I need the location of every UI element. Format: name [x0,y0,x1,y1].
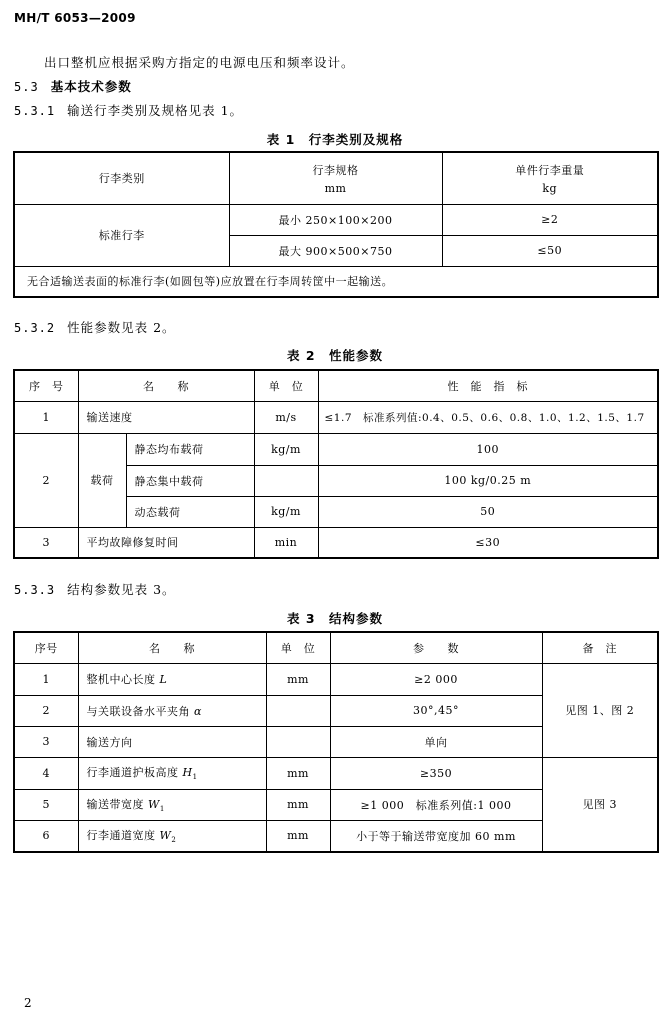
row-no: 1 [14,401,78,433]
row-no: 2 [14,695,78,726]
row-value: 30°,45° [330,695,542,726]
table-row [14,527,658,558]
row-unit [266,695,330,726]
row-unit: mm [266,663,330,695]
table-row [14,663,658,695]
row-value: 小于等于输送带宽度加 60 mm [330,820,542,852]
table-2-header-name: 名 称 [78,370,254,401]
row-value: ≤30 [318,527,658,558]
row-name [78,695,266,726]
section-number: 5.3.2 [14,321,56,335]
row-value: ≤1.7 标准系列值:0.4、0.5、0.6、0.8、1.0、1.2、1.5、1.7 [318,401,658,433]
table-row [14,433,658,465]
weight-label: 单件行李重量 [515,163,585,177]
row-value: 100 kg/0.25 m [318,465,658,496]
row-name [78,789,266,820]
row-subscript: 1 [159,805,165,814]
table-1 [13,151,659,298]
table-1-min-weight: ≥2 [442,204,658,235]
table-1-caption: 表 1 行李类别及规格 [266,132,404,147]
row-value: 50 [318,496,658,527]
table-1-max-weight: ≤50 [442,235,658,266]
row-name-text: 输送带宽度 [86,797,148,811]
row-name [78,726,266,757]
row-no: 2 [14,433,78,527]
row-no: 6 [14,820,78,852]
table-3-header-param: 参 数 [330,632,542,663]
section-5-3-1 [14,101,243,119]
table-1-max-spec: 最大 900×500×750 [229,235,442,266]
row-unit: min [254,527,318,558]
section-text: 结构参数见表 3。 [67,582,176,597]
row-name-text: 行李通道护板高度 [86,766,183,780]
section-5-3-2 [14,318,176,336]
row-unit: kg/m [254,496,318,527]
row-no: 3 [14,527,78,558]
table-3-header-no: 序号 [14,632,78,663]
row-value: ≥1 000 标准系列值:1 000 [330,789,542,820]
row-unit [254,465,318,496]
table-row [14,401,658,433]
section-text: 性能参数见表 2。 [67,320,176,335]
section-text: 输送行李类别及规格见表 1。 [67,103,244,118]
section-number: 5.3 [14,80,39,94]
row-name-text: 与关联设备水平夹角 [86,704,194,718]
table-3-remark-a: 见图 1、图 2 [542,663,658,757]
spec-unit: mm [324,181,347,195]
row-variable: W [159,829,172,843]
row-unit: mm [266,789,330,820]
table-1-header-weight [442,152,658,204]
row-variable: W [148,797,160,811]
row-name: 输送速度 [78,401,254,433]
table-1-category-cell: 标准行李 [14,204,229,266]
row-variable: H [182,766,193,780]
row-name [78,757,266,789]
row-value: 100 [318,433,658,465]
row-unit [266,726,330,757]
section-5-3-heading [14,77,132,95]
page-number: 2 [24,996,32,1010]
table-row [14,757,658,789]
table-2-caption: 表 2 性能参数 [286,348,384,363]
row-name-text: 整机中心长度 [86,673,160,686]
row-no: 5 [14,789,78,820]
table-3-header-remark: 备 注 [542,632,658,663]
table-3-header-unit: 单 位 [266,632,330,663]
row-name: 静态集中载荷 [126,465,254,496]
row-group: 载荷 [78,433,126,527]
section-number: 5.3.1 [14,104,56,118]
weight-unit: kg [542,181,558,195]
table-2-header-perf: 性 能 指 标 [318,370,658,401]
table-3-header-name: 名 称 [78,632,266,663]
section-number: 5.3.3 [14,583,56,597]
row-subscript: 2 [171,836,177,845]
row-unit: mm [266,757,330,789]
intro-paragraph: 出口整机应根据采购方指定的电源电压和频率设计。 [44,55,355,70]
row-unit: kg/m [254,433,318,465]
row-value: ≥350 [330,757,542,789]
table-1-header-spec [229,152,442,204]
row-subscript: 1 [192,773,198,782]
row-name [78,820,266,852]
row-unit: mm [266,820,330,852]
table-3-remark-b: 见图 3 [542,757,658,852]
row-name-text: 输送方向 [86,735,133,749]
row-name: 动态载荷 [126,496,254,527]
table-1-note: 无合适输送表面的标准行李(如圆包等)应放置在行李周转筐中一起输送。 [14,266,658,297]
row-name: 静态均布载荷 [126,433,254,465]
table-2 [13,369,659,559]
row-unit: m/s [254,401,318,433]
table-1-header-category: 行李类别 [14,152,229,204]
table-1-min-spec: 最小 250×100×200 [229,204,442,235]
section-5-3-3 [14,580,176,598]
section-title: 基本技术参数 [50,79,132,94]
spec-label: 行李规格 [312,163,359,177]
document-code: MH/T 6053—2009 [14,11,136,25]
row-no: 4 [14,757,78,789]
table-3 [13,631,659,853]
row-no: 3 [14,726,78,757]
row-name-text: 行李通道宽度 [86,829,160,843]
row-variable: L [159,673,168,686]
row-no: 1 [14,663,78,695]
table-3-caption: 表 3 结构参数 [286,611,384,626]
row-variable: α [194,704,202,718]
row-name [78,663,266,695]
row-value: ≥2 000 [330,663,542,695]
table-2-header-no: 序 号 [14,370,78,401]
table-2-header-unit: 单 位 [254,370,318,401]
row-name: 平均故障修复时间 [78,527,254,558]
row-value: 单向 [330,726,542,757]
